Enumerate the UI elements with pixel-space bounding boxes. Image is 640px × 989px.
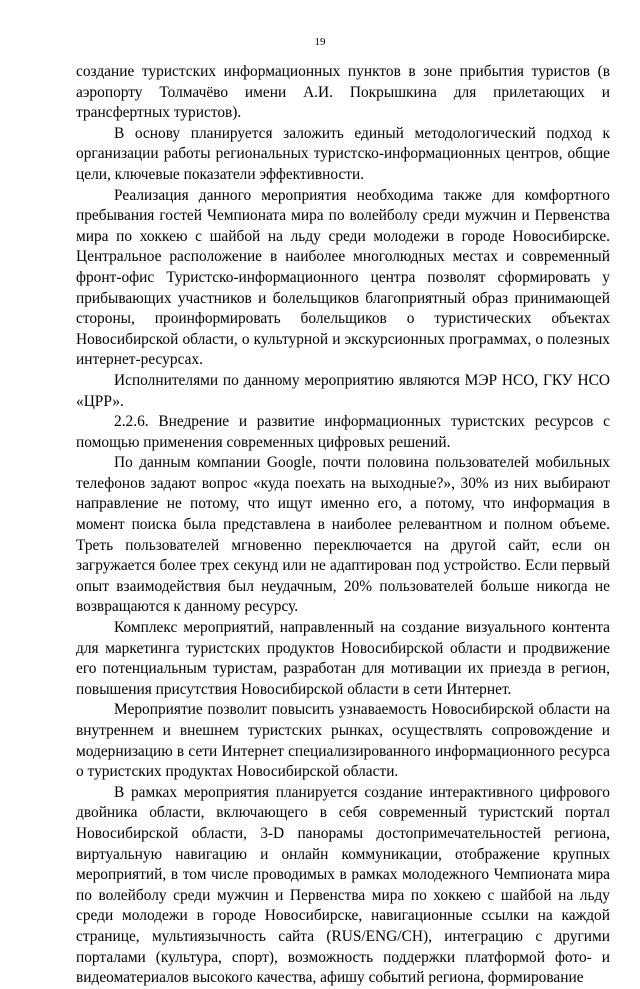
document-body bbox=[76, 62, 610, 989]
paragraph: Реализация данного мероприятия необходима также для комфортного пребывания гостей Чемпионата мира по волейболу среди мужчин и Первенства мира по хоккею с шайбой на льду среди молодежи в городе Новосибирске. Центральное расположение в наиболее многолюдных местах и современный фронт-офис Туристско-информационного центра позволят сформировать у прибывающих участников и болельщиков благоприятный образ принимающей стороны, проинформировать болельщиков о туристических объектах Новосибирской области, о культурной и экскурсионных программах, о полезных интернет-ресурсах. bbox=[76, 186, 610, 369]
paragraph: В рамках мероприятия планируется создание интерактивного цифрового двойника области, включающего в себя современный туристский портал Новосибирской области, 3-D панорамы достопримечательностей региона, виртуальную навигацию и онлайн коммуникации, отображение крупных мероприятий, в том числе проводимых в рамках молодежного Чемпионата мира по волейболу среди мужчин и Первенства мира по хоккею с шайбой на льду среди молодежи в городе Новосибирске, навигационные ссылки на каждой странице, мультиязычность сайта (RUS/ENG/CH), интеграцию с другими порталами (культура, спорт), возможность поддержки платформой фото- и видеоматериалов высокого качества, афишу событий региона, формирование bbox=[76, 783, 610, 987]
paragraph-continuation: создание туристских информационных пунктов в зоне прибытия туристов (в аэропорту Толмачёво имени А.И. Покрышкина для прилетающих и трансфертных туристов). bbox=[76, 63, 610, 122]
paragraph: По данным компании Google, почти половина пользователей мобильных телефонов задают вопрос «куда поехать на выходные?», 30% из них выбирают направление не потому, что ищут именно его, а потому, что информация в момент поиска была представлена в наиболее релевантном и полном объеме. Треть пользователей мгновенно переключается на другой сайт, если он загружается более трех секунд или не адаптирован под устройство. Если первый опыт взаимодействия был неудачным, 20% пользователей больше никогда не возвращаются к данному ресурсу. bbox=[76, 454, 610, 616]
paragraph: В основу планируется заложить единый методологический подход к организации работы региональных туристско-информационных центров, общие цели, ключевые показатели эффективности. bbox=[76, 124, 610, 183]
page-number: 19 bbox=[314, 36, 326, 48]
paragraph: Комплекс мероприятий, направленный на создание визуального контента для маркетинга туристских продуктов Новосибирской области и продвижение его потенциальным туристам, разработан для мотивации их приезда в регион, повышения присутствия Новосибирской области в сети Интернет. bbox=[76, 619, 610, 698]
paragraph: Мероприятие позволит повысить узнаваемость Новосибирской области на внутреннем и внешнем туристских рынках, осуществлять сопровождение и модернизацию в сети Интернет специализированного информационного ресурса о туристских продуктах Новосибирской области. bbox=[76, 701, 610, 781]
paragraph: Исполнителями по данному мероприятию являются МЭР НСО, ГКУ НСО «ЦРР». bbox=[76, 371, 610, 410]
section-heading-2-2-6: 2.2.6. Внедрение и развитие информационных туристских ресурсов с помощью применения современных цифровых решений. bbox=[76, 413, 610, 451]
